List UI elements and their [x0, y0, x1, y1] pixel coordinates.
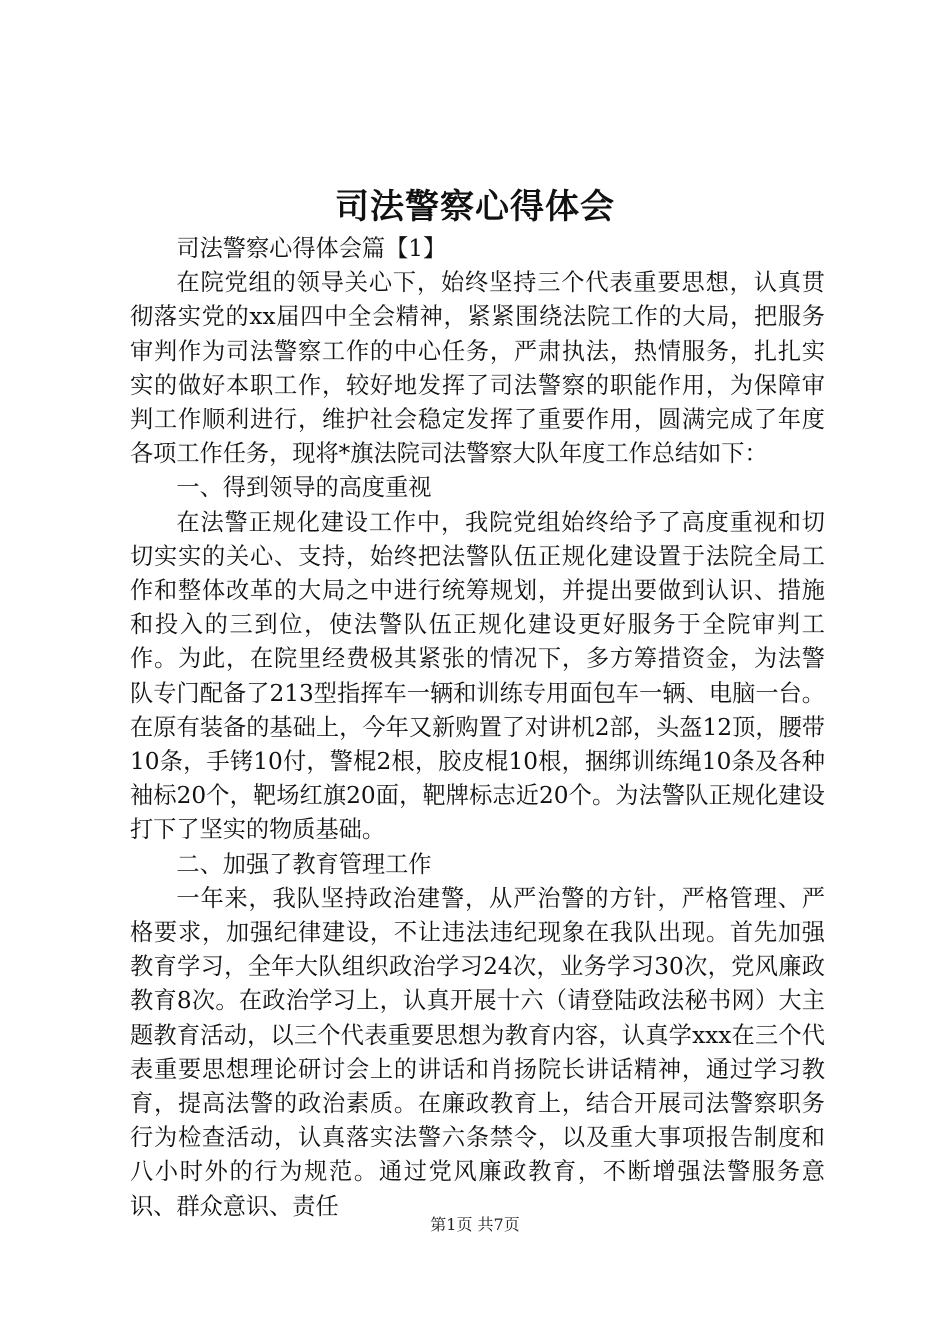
document-subtitle: 司法警察心得体会篇【1】: [176, 235, 447, 262]
paragraph-section-1: 在法警正规化建设工作中，我院党组始终给予了高度重视和切切实实的关心、支持，始终把法警队伍正规化建设置于法院全局工作和整体改革的大局之中进行统筹规划，并提出要做到认识、措施和投入的三到位，使法警队伍正规化建设更好服务于全院审判工作。为此，在院里经费极其紧张的情况下，多方筹措资金，为法警队专门配备了213型指挥车一辆和训练专用面包车一辆、电脑一台。在原有装备的基础上，今年又新购置了对讲机2部，头盔12顶，腰带10条，手铐10付，警棍2根，胶皮棍10根，捆绑训练绳10条及各种袖标20个，靶场红旗20面，靶牌标志近20个。为法警队正规化建设打下了坚实的物质基础。: [130, 508, 825, 844]
document-title: 司法警察心得体会: [335, 187, 615, 227]
paragraph-intro: 在院党组的领导关心下，始终坚持三个代表重要思想，认真贯彻落实党的xx届四中全会精神，紧紧围绕法院工作的大局，把服务审判作为司法警察工作的中心任务，严肃执法，热情服务，扎扎实实的做好本职工作，较好地发挥了司法警察的职能作用，为保障审判工作顺利进行，维护社会稳定发挥了重要作用，圆满完成了年度各项工作任务，现将*旗法院司法警察大队年度工作总结如下：: [130, 269, 825, 468]
document-body: [130, 232, 825, 1224]
section-heading-2: 二、加强了教育管理工作: [176, 850, 432, 878]
page-number: 第1页 共7页: [430, 1215, 520, 1234]
paragraph-section-2: 一年来，我队坚持政治建警，从严治警的方针，严格管理、严格要求，加强纪律建设，不让违法违纪现象在我队出现。首先加强教育学习，全年大队组织政治学习24次，业务学习30次，党风廉政教育8次。在政治学习上，认真开展十六（请登陆政法秘书网）大主题教育活动，以三个代表重要思想为教育内容，认真学xxx在三个代表重要思想理论研讨会上的讲话和肖扬院长讲话精神，通过学习教育，提高法警的政治素质。在廉政教育上，结合开展司法警察职务行为检查活动，认真落实法警六条禁令，以及重大事项报告制度和八小时外的行为规范。通过党风廉政教育，不断增强法警服务意识、群众意识、责任: [130, 884, 825, 1220]
section-heading-1: 一、得到领导的高度重视: [176, 474, 432, 502]
